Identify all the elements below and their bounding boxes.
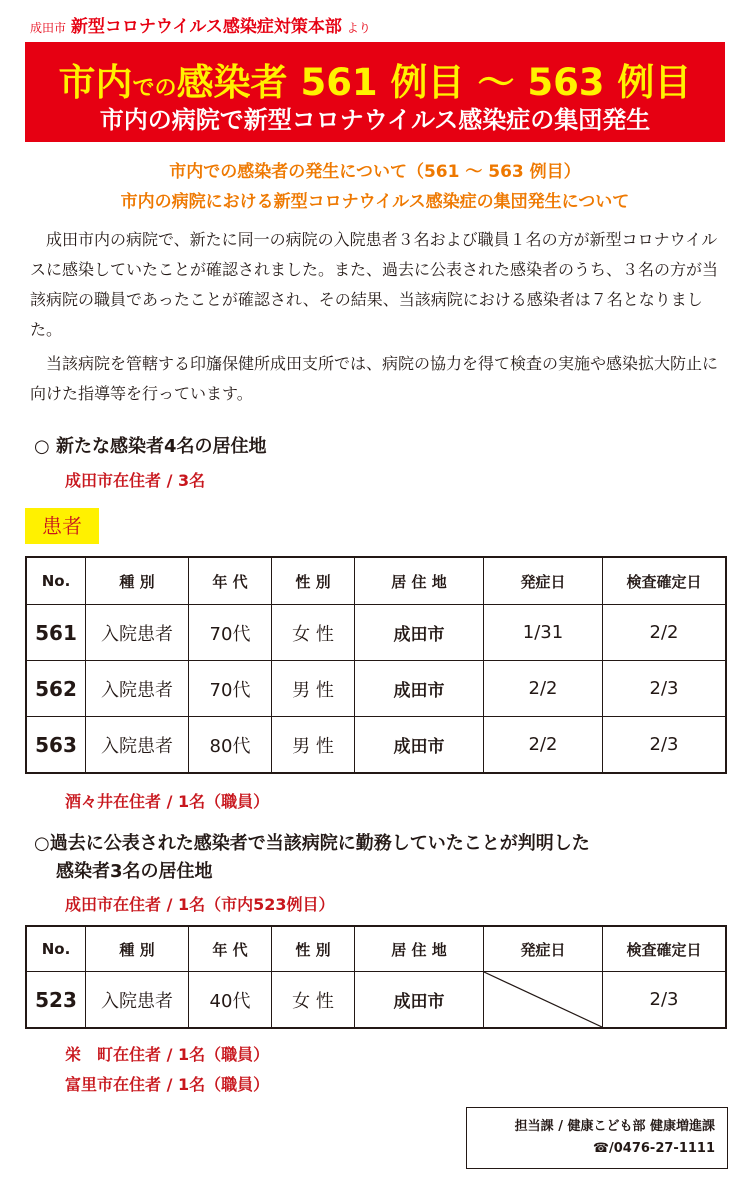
cell-residence: 成田市 xyxy=(355,661,484,717)
cases-table-past xyxy=(25,925,727,1029)
col-no: No. xyxy=(26,557,86,605)
cell-sex: 女 性 xyxy=(272,605,355,661)
cell-age: 70代 xyxy=(189,605,272,661)
cell-confirmed: 2/3 xyxy=(603,972,727,1029)
cell-sex: 男 性 xyxy=(272,717,355,774)
table-header-row xyxy=(26,926,726,972)
col-sex: 性 別 xyxy=(272,926,355,972)
banner-title xyxy=(25,52,725,106)
banner-title-de: での xyxy=(132,76,177,101)
col-residence: 居 住 地 xyxy=(355,557,484,605)
col-age: 年 代 xyxy=(189,557,272,605)
header-line xyxy=(30,12,371,37)
cell-no: 561 xyxy=(26,605,86,661)
banner-subtitle: 市内の病院で新型コロナウイルス感染症の集団発生 xyxy=(99,106,651,134)
contact-department: 担当課 / 健康こども部 健康増進課 xyxy=(514,1119,715,1134)
cell-confirmed: 2/3 xyxy=(603,717,727,774)
col-onset: 発症日 xyxy=(484,926,603,972)
section2-sakae-count: 栄 町在住者 / 1名（職員） xyxy=(65,1045,270,1064)
cell-no: 562 xyxy=(26,661,86,717)
col-age: 年 代 xyxy=(189,926,272,972)
section2-title-line2: 感染者3名の居住地 xyxy=(56,861,213,882)
contact-phone-number: ☎/0476-27-1111 xyxy=(592,1141,715,1156)
header-suffix: より xyxy=(346,21,371,35)
body-paragraph-2: 当該病院を管轄する印旛保健所成田支所では、病院の協力を得て検査の実施や感染拡大防止に向けた指導等を行っています。 xyxy=(30,354,719,403)
section2-title-line1: ○過去に公表された感染者で当該病院に勤務していたことが判明した xyxy=(34,833,590,854)
table-row xyxy=(26,661,726,717)
cell-residence: 成田市 xyxy=(355,605,484,661)
cell-type: 入院患者 xyxy=(86,605,189,661)
col-sex: 性 別 xyxy=(272,557,355,605)
cell-type: 入院患者 xyxy=(86,661,189,717)
table-row xyxy=(26,972,726,1029)
section2-tomisato-count: 富里市在住者 / 1名（職員） xyxy=(65,1075,270,1094)
cell-onset: 2/2 xyxy=(484,661,603,717)
col-onset: 発症日 xyxy=(484,557,603,605)
cell-onset-empty xyxy=(484,972,603,1029)
title-banner xyxy=(25,42,725,142)
col-confirmed: 検査確定日 xyxy=(603,557,727,605)
col-type: 種 別 xyxy=(86,557,189,605)
col-confirmed: 検査確定日 xyxy=(603,926,727,972)
cell-residence: 成田市 xyxy=(355,717,484,774)
section2-title xyxy=(34,830,724,886)
table-row xyxy=(26,717,726,774)
cell-confirmed: 2/3 xyxy=(603,661,727,717)
cases-table-new xyxy=(25,556,727,774)
heading-line1: 市内での感染者の発生について（561 ～ 563 例目） xyxy=(169,162,581,182)
cell-onset: 1/31 xyxy=(484,605,603,661)
heading-line2: 市内の病院における新型コロナウイルス感染症の集団発生について xyxy=(120,192,630,212)
cell-no: 563 xyxy=(26,717,86,774)
contact-box xyxy=(466,1107,728,1169)
body-paragraph-1: 成田市内の病院で、新たに同一の病院の入院患者３名および職員１名の方が新型コロナウイルスに感染していたことが確認されました。また、過去に公表された感染者のうち、３名の方が当該病院の職員であったことが確認され、その結果、当該病院における感染者は７名となりました。 xyxy=(30,230,719,339)
header-city: 成田市 xyxy=(30,21,67,35)
contact-phone xyxy=(467,1138,715,1160)
banner-title-part2: 感染者 561 例目 ～ 563 例目 xyxy=(176,61,692,104)
section1-narita-count: 成田市在住者 / 3名 xyxy=(65,471,206,490)
diagonal-slash xyxy=(484,972,602,1027)
section1-shisui-count: 酒々井在住者 / 1名（職員） xyxy=(65,792,270,811)
section2-narita-count: 成田市在住者 / 1名（市内523例目） xyxy=(65,895,335,914)
cell-age: 40代 xyxy=(189,972,272,1029)
cell-sex: 男 性 xyxy=(272,661,355,717)
cell-onset: 2/2 xyxy=(484,717,603,774)
section1-title: ○ 新たな感染者4名の居住地 xyxy=(34,436,267,457)
cell-sex: 女 性 xyxy=(272,972,355,1029)
banner-title-part1: 市内 xyxy=(58,61,133,104)
cell-type: 入院患者 xyxy=(86,972,189,1029)
col-no: No. xyxy=(26,926,86,972)
col-type: 種 別 xyxy=(86,926,189,972)
header-department: 新型コロナウイルス感染症対策本部 xyxy=(70,17,342,37)
patient-badge: 患者 xyxy=(25,508,99,544)
cell-type: 入院患者 xyxy=(86,717,189,774)
table-row xyxy=(26,605,726,661)
cell-no: 523 xyxy=(26,972,86,1029)
table-header-row xyxy=(26,557,726,605)
col-residence: 居 住 地 xyxy=(355,926,484,972)
cell-age: 80代 xyxy=(189,717,272,774)
cell-residence: 成田市 xyxy=(355,972,484,1029)
cell-age: 70代 xyxy=(189,661,272,717)
cell-confirmed: 2/2 xyxy=(603,605,727,661)
